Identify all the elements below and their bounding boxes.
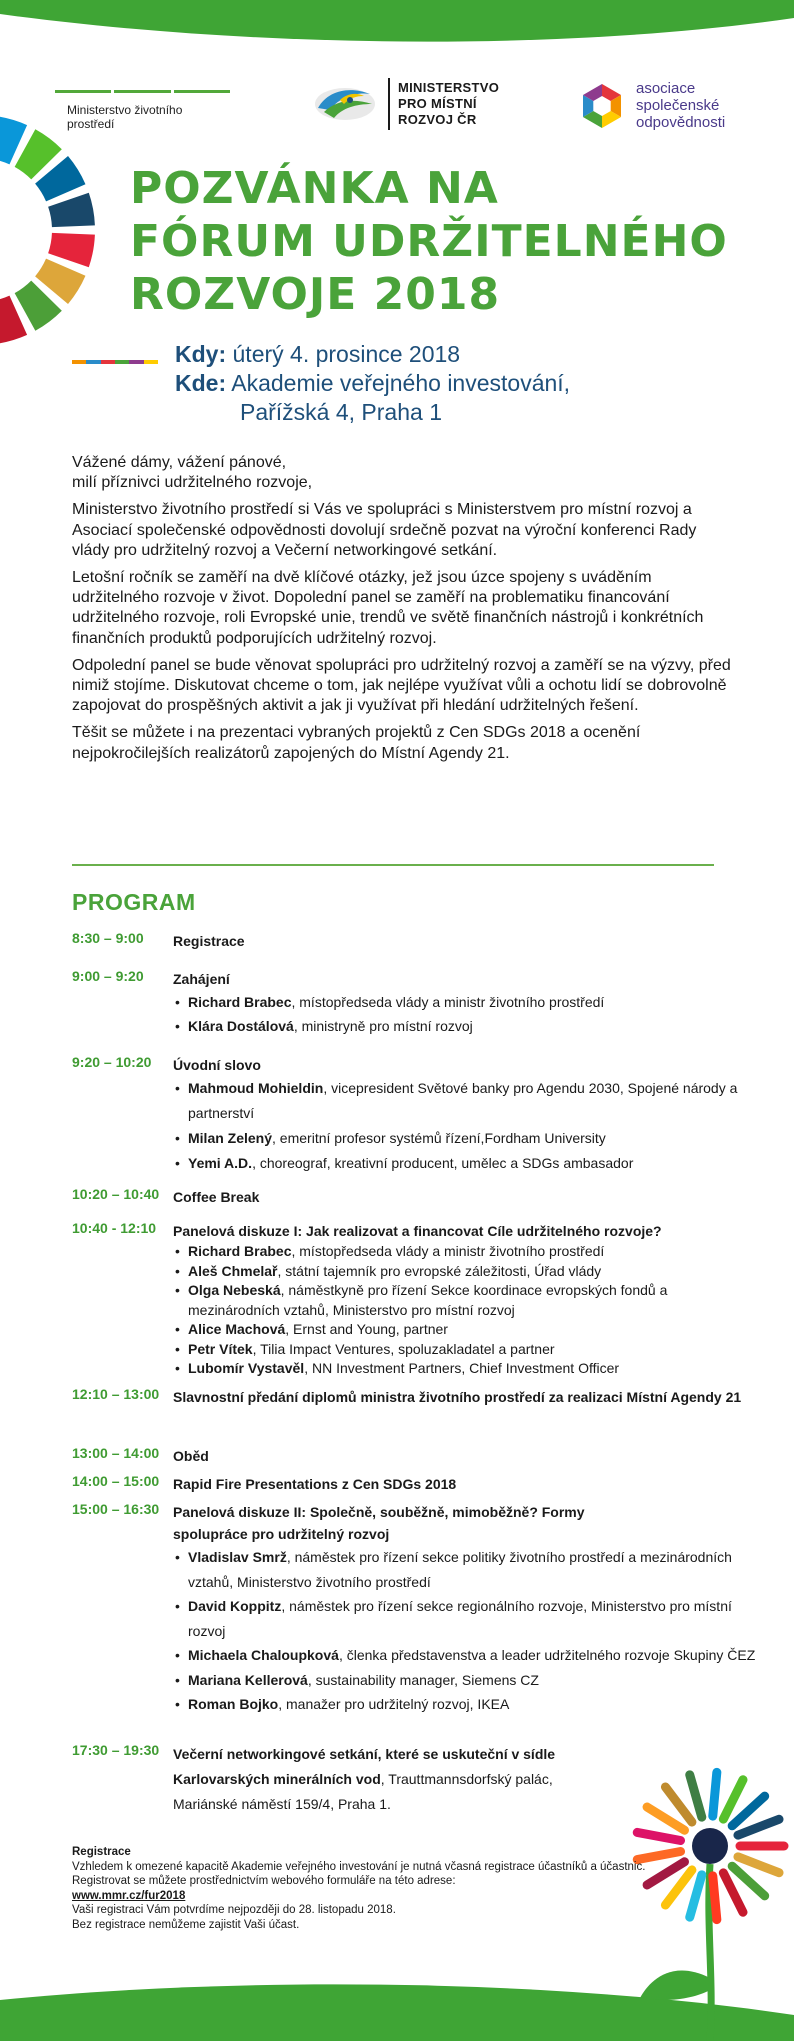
hexagon-logo-icon — [578, 82, 626, 130]
speaker-list — [173, 1076, 763, 1176]
invitation-letter — [72, 453, 732, 771]
schedule-title: Panelová diskuze I: Jak realizovat a financovat Cíle udržitelného rozvoje? — [173, 1223, 662, 1239]
mmr-emblem-icon — [310, 80, 380, 128]
where-label: Kde: — [175, 370, 227, 396]
logo-aso-line-3: odpovědnosti — [636, 114, 726, 131]
where-line-2: Pařížská 4, Praha 1 — [240, 399, 442, 425]
event-details — [175, 340, 570, 427]
flower-petal — [738, 1857, 779, 1873]
title-line-1: POZVÁNKA NA — [130, 163, 499, 214]
schedule-time: 10:20 – 10:40 — [72, 1186, 160, 1202]
logo-ministry-regional — [310, 78, 499, 130]
speaker-list — [173, 990, 763, 1038]
schedule-time: 8:30 – 9:00 — [72, 930, 144, 946]
speaker-item: • Richard Brabec, místopředseda vlády a ministr životního prostředí — [173, 1242, 763, 1262]
logo-aso-text — [636, 80, 725, 131]
speaker-item: • David Koppitz, náměstek pro řízení sekce regionálního rozvoje, Ministerstvo pro místní rozvoj — [173, 1594, 763, 1643]
letter-greeting — [72, 453, 732, 493]
speaker-item: • Aleš Chmelař, státní tajemník pro evropské záležitosti, Úřad vlády — [173, 1262, 763, 1282]
logo-ministry-environment — [55, 90, 230, 131]
schedule-title: Zahájení — [173, 971, 230, 987]
schedule-time: 9:20 – 10:20 — [72, 1054, 152, 1070]
schedule-time: 13:00 – 14:00 — [72, 1445, 160, 1461]
speaker-list — [173, 1545, 763, 1717]
greeting-line-1: Vážené dámy, vážení pánové, — [72, 454, 287, 471]
flower-petal — [738, 1819, 779, 1835]
speaker-list — [173, 1242, 763, 1379]
wheel-segment — [48, 193, 95, 227]
schedule-title: Panelová diskuze II: Společně, souběžně, mimoběžně? Formy spolupráce pro udržitelný rozvoj — [173, 1504, 585, 1542]
when-label: Kdy: — [175, 341, 227, 367]
flower-petal — [637, 1832, 680, 1840]
page-title — [130, 162, 728, 321]
speaker-item: • Richard Brabec, místopředseda vlády a ministr životního prostředí — [173, 990, 763, 1014]
schedule-title: Registrace — [173, 933, 245, 949]
registration-text: Vzhledem k omezené kapacitě Akademie veřejného investování je nutná včasná registrace účastníků a účastnic. Registrovat se můžete prostřednictvím webového formuláře na této adrese: — [72, 1860, 646, 1888]
speaker-item: • Mariana Kellerová, sustainability manager, Siemens CZ — [173, 1668, 763, 1693]
speaker-item: • Mahmoud Mohieldin, vicepresident Světové banky pro Agendu 2030, Spojené národy a partnerství — [173, 1076, 763, 1126]
title-line-3: ROZVOJE 2018 — [130, 269, 501, 320]
letter-paragraph-2: Letošní ročník se zaměří na dvě klíčové otázky, jež jsou úzce spojeny s uváděním udržitelného rozvoje v život. Dopolední panel se zaměří na problematiku financování udržitelného rozvoje, roli Evropské unie, trendů ve světě finančních nástrojů i konkrétních finančních produktů podporujících udržitelný rozvoj. — [72, 569, 704, 647]
where-line-1: Akademie veřejného investování, — [231, 370, 571, 396]
color-accent-bar — [72, 360, 158, 364]
schedule-time: 10:40 - 12:10 — [72, 1220, 157, 1236]
speaker-item: • Alice Machová, Ernst and Young, partner — [173, 1320, 763, 1340]
flower-leaf — [640, 1971, 710, 2000]
logo-mzp-text: Ministerstvo životního prostředí — [67, 103, 183, 131]
logo-aso-line-2: společenské — [636, 97, 720, 114]
speaker-item: • Klára Dostálová, ministryně pro místní rozvoj — [173, 1014, 763, 1038]
letter-paragraph-4: Těšit se můžete i na prezentaci vybraných projektů z Cen SDGs 2018 a ocenění nejpokročilejších realizátorů zapojených do Místní Agendy 21. — [72, 724, 641, 762]
schedule-venue: Karlovarských minerálních vod, Trauttmannsdorfský palác, Mariánské náměstí 159/4, Praha 1. — [173, 1771, 553, 1812]
flower-petal — [690, 1875, 702, 1917]
schedule-title: Rapid Fire Presentations z Cen SDGs 2018 — [173, 1476, 457, 1492]
sdg-wheel-left — [0, 110, 100, 350]
speaker-item: • Michaela Chaloupková, členka představenstva a leader udržitelného rozvoje Skupiny ČEZ — [173, 1643, 763, 1668]
logo-aso-line-1: asociace — [636, 80, 696, 97]
registration-heading: Registrace — [72, 1846, 131, 1858]
speaker-item: • Petr Vítek, Tilia Impact Ventures, spoluzakladatel a partner — [173, 1340, 763, 1360]
flower-petal — [713, 1876, 717, 1920]
flower-center — [692, 1828, 728, 1864]
logo-mmr-line-3: ROZVOJ ČR — [398, 112, 477, 127]
schedule-time: 12:10 – 13:00 — [72, 1386, 160, 1402]
schedule-title: Večerní networkingové setkání, které se uskuteční v sídle — [173, 1746, 556, 1762]
registration-link[interactable]: www.mmr.cz/fur2018 — [72, 1889, 186, 1902]
registration-required: Bez registrace nemůžeme zajistit Vaši účast. — [72, 1918, 300, 1931]
schedule-title: Coffee Break — [173, 1189, 260, 1205]
greeting-line-2: milí příznivci udržitelného rozvoje, — [72, 474, 313, 492]
registration-note — [72, 1845, 672, 1933]
event-where — [175, 369, 570, 398]
flower-petal — [713, 1772, 717, 1816]
speaker-item: • Yemi A.D., choreograf, kreativní producent, umělec a SDGs ambasador — [173, 1151, 763, 1176]
speaker-item: • Roman Bojko, manažer pro udržitelný rozvoj, IKEA — [173, 1692, 763, 1717]
speaker-item: • Milan Zelený, emeritní profesor systémů řízení,Fordham University — [173, 1126, 763, 1151]
logo-csr-association — [578, 80, 725, 131]
flower-petal — [690, 1775, 702, 1817]
when-value: úterý 4. prosince 2018 — [232, 341, 461, 367]
letter-paragraph-1: Ministerstvo životního prostředí si Vás ve spolupráci s Ministerstvem pro místní rozvoj a Asociací společenské odpovědnosti dovolují srdečně pozvat na výroční konferenci Rady vlády pro udržitelný rozvoj a Večerní networkingové setkání. — [72, 501, 697, 559]
registration-confirm: Vaši registraci Vám potvrdíme nejpozději do 28. listopadu 2018. — [72, 1904, 396, 1917]
schedule-title: Oběd — [173, 1448, 209, 1464]
section-divider — [72, 864, 714, 866]
wheel-segment — [48, 233, 95, 267]
schedule-title: Úvodní slovo — [173, 1057, 261, 1073]
logo-mmr-line-1: MINISTERSTVO — [398, 80, 500, 95]
schedule-time: 14:00 – 15:00 — [72, 1473, 160, 1489]
schedule-time: 9:00 – 9:20 — [72, 968, 144, 984]
speaker-item: • Vladislav Smrž, náměstek pro řízení sekce politiky životního prostředí a mezinárodních vztahů, Ministerstvo životního prostředí — [173, 1545, 763, 1594]
schedule-time: 17:30 – 19:30 — [72, 1742, 160, 1758]
speaker-item: • Olga Nebeská, náměstkyně pro řízení Sekce koordinace evropských fondů a mezinárodních vztahů, Ministerstvo pro místní rozvoj — [173, 1281, 763, 1320]
schedule-title: Slavnostní předání diplomů ministra životního prostředí za realizaci Místní Agendy 21 — [173, 1389, 742, 1405]
logo-divider — [388, 78, 390, 130]
logo-mmr-line-2: PRO MÍSTNÍ — [398, 96, 477, 111]
top-wave-decoration — [0, 0, 794, 60]
letter-paragraph-3: Odpolední panel se bude věnovat spolupráci pro udržitelný rozvoj a zaměří se na výzvy, před nimiž stojíme. Diskutovat chceme o tom, jak nejlépe využívat vůli a ochotu lidí se dobrovolně zapojovat do prospěšných aktivit a jak ji využívat při hledání udržitelných řešení. — [72, 656, 731, 715]
schedule-time: 15:00 – 16:30 — [72, 1501, 160, 1517]
logo-bars — [55, 90, 230, 93]
logo-mmr-text — [398, 80, 499, 128]
speaker-item: • Lubomír Vystavěl, NN Investment Partners, Chief Investment Officer — [173, 1359, 763, 1379]
event-when — [175, 340, 570, 369]
program-heading: PROGRAM — [72, 889, 196, 915]
title-line-2: FÓRUM UDRŽITELNÉHO — [130, 216, 728, 267]
